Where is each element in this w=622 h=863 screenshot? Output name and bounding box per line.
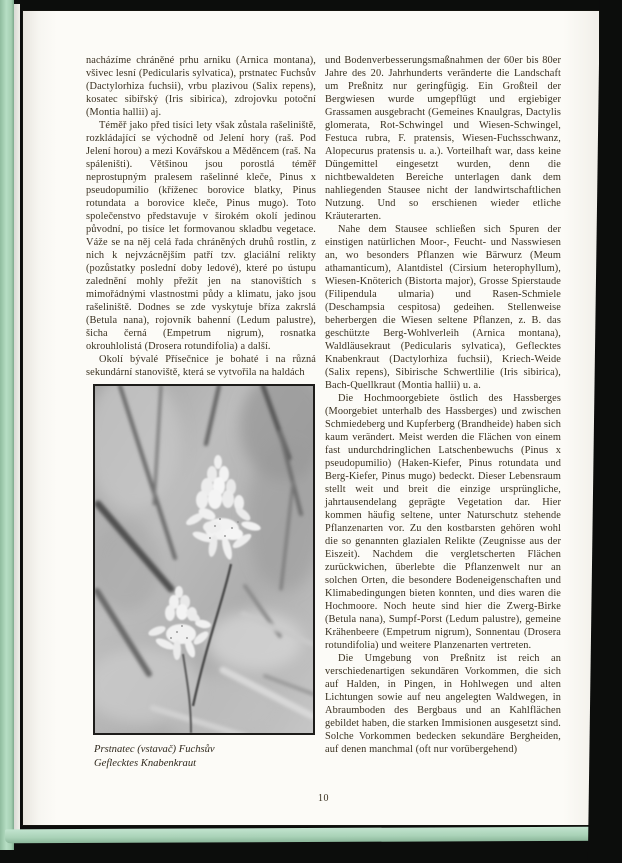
caption-czech: Prstnatec (vstavač) Fuchsův — [94, 744, 215, 755]
page-edge-sliver — [14, 4, 20, 840]
book-cover-edge-bottom — [5, 827, 615, 844]
paragraph-cs-2: Téměř jako před tisíci lety však zůstala rašeliniště, rozkládající se východně od Jelení hory (raš. Pod Jelení horou) a mezi Kovářskou a Měděncem (raš. Na spáleništi). Většinou jsou porostlá téměř neprostupným pralesem rašelinné kleče, Pinus x pseudopumilio (kříženec borovice blatky, Pinus rotundata a borovice kleče, Pinus mugo). Toto společenstvo představuje v širokém okolí jedinou původní, po tisíce let formovanou skladbu vegetace. Váže se na něj celá řada chráněných druhů rostlin, z nich k nejvzácnějším patří tzv. glaciální relikty (pozůstatky poslední doby ledové), které po ústupu zalednění mohly přežít jen na stanovištích s mimořádnými vlastnostmi půdy a klimatu, jako jsou rašeliniště. Dodnes se zde vyskytuje bříza zakrslá (Betula nana), rojovník bahenní (Ledum palustre), šicha černá (Empetrum nigrum), rosnatka okrouhlolistá (Drosera rotundifolia) a další. — [86, 120, 316, 352]
paragraph-de-4: Die Umgebung von Preßnitz ist reich an verschiedenartigen sekundären Vorkommen, die sich auf Halden, in Pingen, in Hohlwegen und alten Lichtungen sowie auf neu angelegten Waldwegen, in Abraumboden des Bergbaus und an Kahlflächen gebildet haben, die starken Immisionen ausgesetzt sind. Solche Vorkommen bedecken sekundäre Bergheiden, auf denen manchmal (oft nur vorübergehend) — [325, 653, 561, 755]
book-cover-edge-left — [0, 0, 14, 850]
book-page — [23, 11, 599, 825]
orchid-photo — [93, 384, 315, 735]
paragraph-cs-1: nacházíme chráněné prhu arniku (Arnica montana), všivec lesní (Pedicularis sylvatica), prstnatec Fuchsův (Dactylorhiza fuchsii), vrbu plazivou (Salix repens), kosatec sibiřský (Iris sibirica), zdrojovku potoční (Montia hallii) aj. — [86, 55, 316, 118]
right-column-german — [325, 54, 561, 770]
two-column-text — [86, 54, 561, 770]
paragraph-de-2: Nahe dem Stausee schließen sich Spuren der einstigen natürlichen Moor-, Feucht- und Nasswiesen an, wo besonders Pflanzen wie Bärwurz (Meum athamanticum), Alantdistel (Cirsium heterophyllum), Wiesen-Knöterich (Bistorta major), Grosse Spierstaude (Filipendula ulmaria) und Rasen-Schmiele (Deschampsia cespitosa) gedeihen. Stellenweise beherbergen die Wiesen seltene Pflanzen, z. B. das geschützte Berg-Wohlverleih (Arnica montana), Waldläusekraut (Pedicularis sylvatica), Geflecktes Knabenkraut (Dactylorhiza fuchsii), Kriech-Weide (Salix repens), Sibirische Schwertlilie (Iris sibirica), Bach-Quellkraut (Montia hallii) u. a. — [325, 224, 561, 391]
orchid-photo-illustration — [95, 386, 313, 733]
paragraph-de-1: und Bodenverbesserungsmaßnahmen der 60er bis 80er Jahre des 20. Jahrhunderts veränderte die Landschaft um Preßnitz nur geringfügig. Ein Großteil der Bergwiesen wurde umgepflügt und ergiebiger Grassamen ausgebracht (Gemeines Knaulgras, Dactylis glomerata, Rot-Schwingel und Wiesen-Schwingel, Festuca rubra, F. pratensis, Wiesen-Fuchsschwanz, Alopecurus pratensis u. a.). Vorteilhaft war, dass keine Düngemittel eingesetzt wurden, denn die nichtbewaldeten Bereiche unterlagen dank dem nahliegenden Stausee nicht der landwirtschaftlichen Nutzung. Und so erschienen wieder etliche Kräuterarten. — [325, 55, 561, 222]
figure-caption — [94, 743, 316, 770]
page-number: 10 — [318, 793, 329, 804]
orchid-figure — [86, 384, 316, 770]
caption-german: Geflecktes Knabenkraut — [94, 757, 197, 769]
left-column-czech — [86, 54, 316, 770]
paragraph-de-3: Die Hochmoorgebiete östlich des Hassberges (Moorgebiet unterhalb des Hassberges) und zwischen Schmiedeberg und Kupferberg (Brandheide) haben sich kaum verändert. Meist werden die Flächen von einem fast undurchdringlichen Latschenbewuchs (Pinus x pseudopumilio) (Haken-Kiefer, Pinus rotundata und Berg-Kiefer, Pinus mugo) bedeckt. Dieser Lebensraum stellt weit und breit die einzige ursprüngliche, jahrtausendelang geprägte Vegetation dar. Hier kommen häufig seltene, unter Naturschutz stehende Pflanzenarten vor. Zu den kostbarsten gehören wohl die so genannten glazialen Relikte (Zeugnisse aus der Eiszeit). Nachdem die vergletscherten Flächen zurückwichen, überlebte die Pflanzenwelt nur an solchen Orten, die besondere Bodeneigenschaften und Klimabedingungen bieten konnten, und dies waren die Hochmoore. Noch heute sind hier die Zwerg-Birke (Betula nana), Sumpf-Porst (Ledum palustre), gemeine Krähenbeere (Empetrum nigrum), Sonnentau (Drosera rotundifolia) und weitere Planzenarten vertreten. — [325, 393, 561, 651]
paragraph-cs-3: Okolí bývalé Přísečnice je bohaté i na různá sekundární stanoviště, která se vytvořila na haldách — [86, 354, 316, 378]
